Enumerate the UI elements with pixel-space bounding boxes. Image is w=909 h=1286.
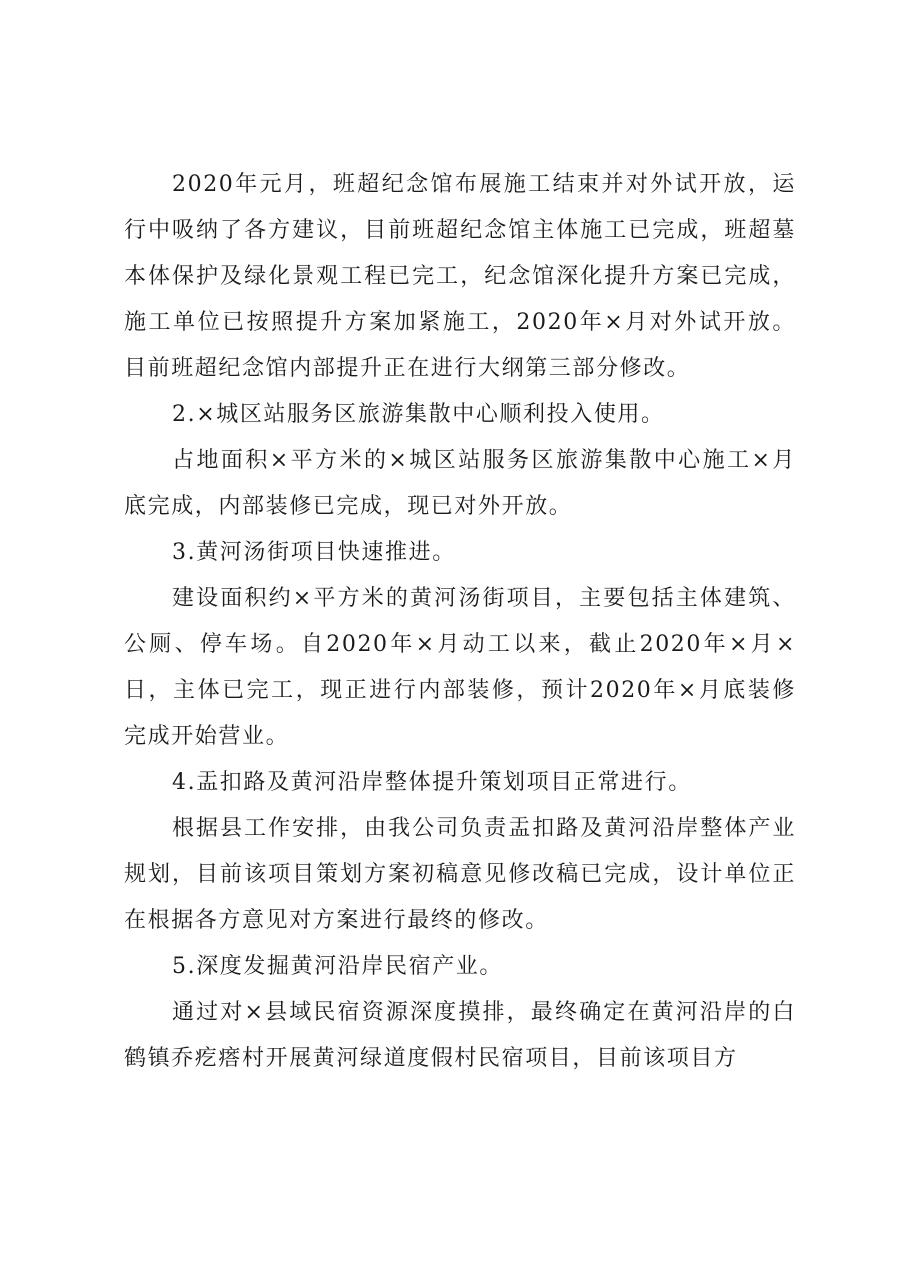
document-body — [124, 162, 796, 1082]
paragraph-homestay-industry: 通过对×县域民宿资源深度摸排，最终确定在黄河沿岸的白鹤镇乔疙瘩村开展黄河绿道度假村民宿项目，目前该项目方 — [124, 1000, 796, 1071]
paragraph-memorial-hall: 2020年元月，班超纪念馆布展施工结束并对外试开放，运行中吸纳了各方建议，目前班超纪念馆主体施工已完成，班超墓本体保护及绿化景观工程已完工，纪念馆深化提升方案已完成，施工单位已按照提升方案加紧施工，2020年×月对外试开放。目前班超纪念馆内部提升正在进行大纲第三部分修改。 — [124, 172, 796, 381]
heading-homestay-industry: 5.深度发掘黄河沿岸民宿产业。 — [172, 954, 503, 979]
heading-riverbank-planning: 4.盂扣路及黄河沿岸整体提升策划项目正常进行。 — [172, 770, 692, 795]
heading-soup-street: 3.黄河汤街项目快速推进。 — [172, 540, 456, 565]
heading-tourist-center: 2.×城区站服务区旅游集散中心顺利投入使用。 — [172, 402, 665, 427]
paragraph-tourist-center: 占地面积×平方米的×城区站服务区旅游集散中心施工×月底完成，内部装修已完成，现已对外开放。 — [124, 448, 796, 519]
paragraph-soup-street: 建设面积约×平方米的黄河汤街项目，主要包括主体建筑、公厕、停车场。自2020年×月动工以来，截止2020年×月×日，主体已完工，现正进行内部装修，预计2020年×月底装修完成开始营业。 — [124, 586, 796, 749]
paragraph-riverbank-planning: 根据县工作安排，由我公司负责盂扣路及黄河沿岸整体产业规划，目前该项目策划方案初稿意见修改稿已完成，设计单位正在根据各方意见对方案进行最终的修改。 — [124, 816, 796, 933]
